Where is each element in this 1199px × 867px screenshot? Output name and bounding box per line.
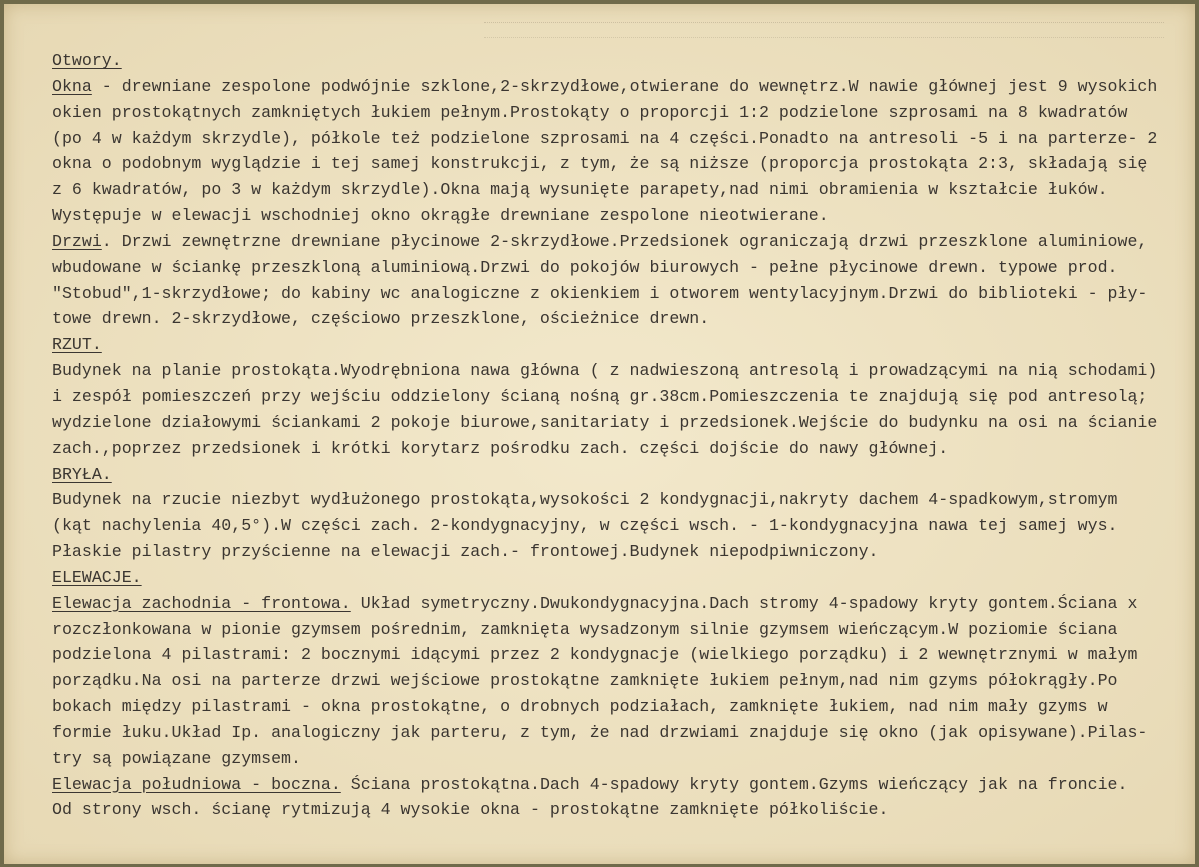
line-text: formie łuku.Układ Ip. analogiczny jak parteru, z tym, że nad drzwiami znajduje się okno (jak opisywane).Pilas- [52, 722, 1148, 742]
line-text: rozczłonkowana w pionie gzymsem pośrednim, zamknięta wysadzonym silnie gzymsem wieńczącym.W poziomie ściana [52, 619, 1118, 639]
line-text: zach.,poprzez przedsionek i krótki korytarz pośrodku zach. części dojście do nawy głównej. [52, 438, 949, 458]
text-line [52, 720, 1188, 746]
text-line [52, 281, 1188, 307]
text-line [52, 306, 1188, 332]
text-line [52, 694, 1188, 720]
line-text: . Drzwi zewnętrzne drewniane płycinowe 2-skrzydłowe.Przedsionek ograniczają drzwi przeszklone aluminiowe, [101, 231, 1148, 251]
text-line [52, 539, 1188, 565]
text-line [52, 797, 1188, 823]
section-heading [52, 462, 1188, 488]
line-text: z 6 kwadratów, po 3 w każdym skrzydle).Okna mają wysunięte parapety,nad nimi obramienia w kształcie łuków. [52, 180, 1108, 200]
faint-bleedthrough-text [484, 22, 1164, 38]
underlined-heading: BRYŁA. [52, 464, 112, 484]
line-text: Występuje w elewacji wschodniej okno okrągłe drewniane zespolone nieotwierane. [52, 206, 829, 226]
text-line [52, 591, 1188, 617]
text-line [52, 203, 1188, 229]
line-text: (po 4 w każdym skrzydle), półkole też podzielone szprosami na 4 części.Ponadto na antresoli -5 i na parterze- 2 [52, 128, 1158, 148]
line-text: wydzielone działowymi ściankami 2 pokoje biurowe,sanitariaty i przedsionek.Wejście do budynku na osi na ścianie [52, 412, 1158, 432]
line-text: podzielona 4 pilastrami: 2 bocznymi idącymi przez 2 kondygnacje (wielkiego porządku) i 2 wewnętrznymi w małym [52, 645, 1138, 665]
line-text: Ściana prostokątna.Dach 4-spadowy kryty gontem.Gzyms wieńczący jak na froncie. [340, 774, 1128, 794]
text-line [52, 513, 1188, 539]
line-text: okien prostokątnych zamkniętych łukiem pełnym.Prostokąty o proporcji 1:2 podzielone szprosami na 8 kwadratów [52, 102, 1128, 122]
section-heading [52, 332, 1188, 358]
line-text: Budynek na rzucie niezbyt wydłużonego prostokąta,wysokości 2 kondygnacji,nakryty dachem 4-spadkowym,stromym [52, 490, 1118, 510]
text-line [52, 255, 1188, 281]
underlined-heading: Drzwi [52, 231, 102, 251]
text-line [52, 410, 1188, 436]
underlined-heading: Elewacja południowa - boczna. [52, 774, 341, 794]
line-text: wbudowane w ściankę przeszkloną aluminiową.Drzwi do pokojów biurowych - pełne płycinowe drewn. typowe prod. [52, 257, 1118, 277]
line-text: (kąt nachylenia 40,5°).W części zach. 2-kondygnacyjny, w części wsch. - 1-kondygnacyjna nawa tej samej wys. [52, 516, 1118, 536]
text-line [52, 229, 1188, 255]
line-text: "Stobud",1-skrzydłowe; do kabiny wc analogiczne z okienkiem i otworem wentylacyjnym.Drzwi do biblioteki - pły- [52, 283, 1148, 303]
text-line [52, 384, 1188, 410]
text-line [52, 126, 1188, 152]
section-heading [52, 48, 1188, 74]
line-text: Układ symetryczny.Dwukondygnacyjna.Dach stromy 4-spadowy kryty gontem.Ściana x [350, 593, 1138, 613]
line-text: bokach między pilastrami - okna prostokątne, o drobnych podziałach, zamknięte łukiem, nad nim mały gzyms w [52, 697, 1108, 717]
text-line [52, 668, 1188, 694]
text-line [52, 177, 1188, 203]
text-line [52, 617, 1188, 643]
line-text: try są powiązane gzymsem. [52, 748, 301, 768]
underlined-heading: ELEWACJE. [52, 567, 142, 587]
line-text: towe drewn. 2-skrzydłowe, częściowo przeszklone, ościeżnice drewn. [52, 309, 710, 329]
line-text: porządku.Na osi na parterze drzwi wejściowe prostokątne zamknięte łukiem pełnym,nad nim gzyms półokrągły.Po [52, 671, 1118, 691]
text-line [52, 151, 1188, 177]
line-text: Płaskie pilastry przyścienne na elewacji zach.- frontowej.Budynek niepodpiwniczony. [52, 542, 879, 562]
text-line [52, 487, 1188, 513]
text-line [52, 100, 1188, 126]
text-line [52, 642, 1188, 668]
typewritten-page [4, 4, 1195, 864]
document-body [52, 48, 1188, 823]
section-heading [52, 565, 1188, 591]
underlined-heading: Elewacja zachodnia - frontowa. [52, 593, 351, 613]
underlined-heading: Otwory. [52, 51, 122, 70]
text-line [52, 436, 1188, 462]
text-line [52, 74, 1188, 100]
line-text: Od strony wsch. ścianę rytmizują 4 wysokie okna - prostokątne zamknięte półkoliście. [52, 800, 889, 820]
line-text: i zespół pomieszczeń przy wejściu oddzielony ścianą nośną gr.38cm.Pomieszczenia te znajdują się pod antresolą; [52, 386, 1148, 406]
text-line [52, 358, 1188, 384]
underlined-heading: Okna [52, 76, 92, 96]
text-line [52, 746, 1188, 772]
line-text: Budynek na planie prostokąta.Wyodrębniona nawa główna ( z nadwieszoną antresolą i prowadzącymi na nią schodami) [52, 361, 1158, 381]
underlined-heading: RZUT. [52, 335, 102, 355]
line-text: - drewniane zespolone podwójnie szklone,2-skrzydłowe,otwierane do wewnętrz.W nawie głównej jest 9 wysokich [91, 76, 1158, 96]
line-text: okna o podobnym wyglądzie i tej samej konstrukcji, z tym, że są niższe (proporcja prostokąta 2:3, składają się [52, 154, 1148, 174]
text-line [52, 772, 1188, 798]
